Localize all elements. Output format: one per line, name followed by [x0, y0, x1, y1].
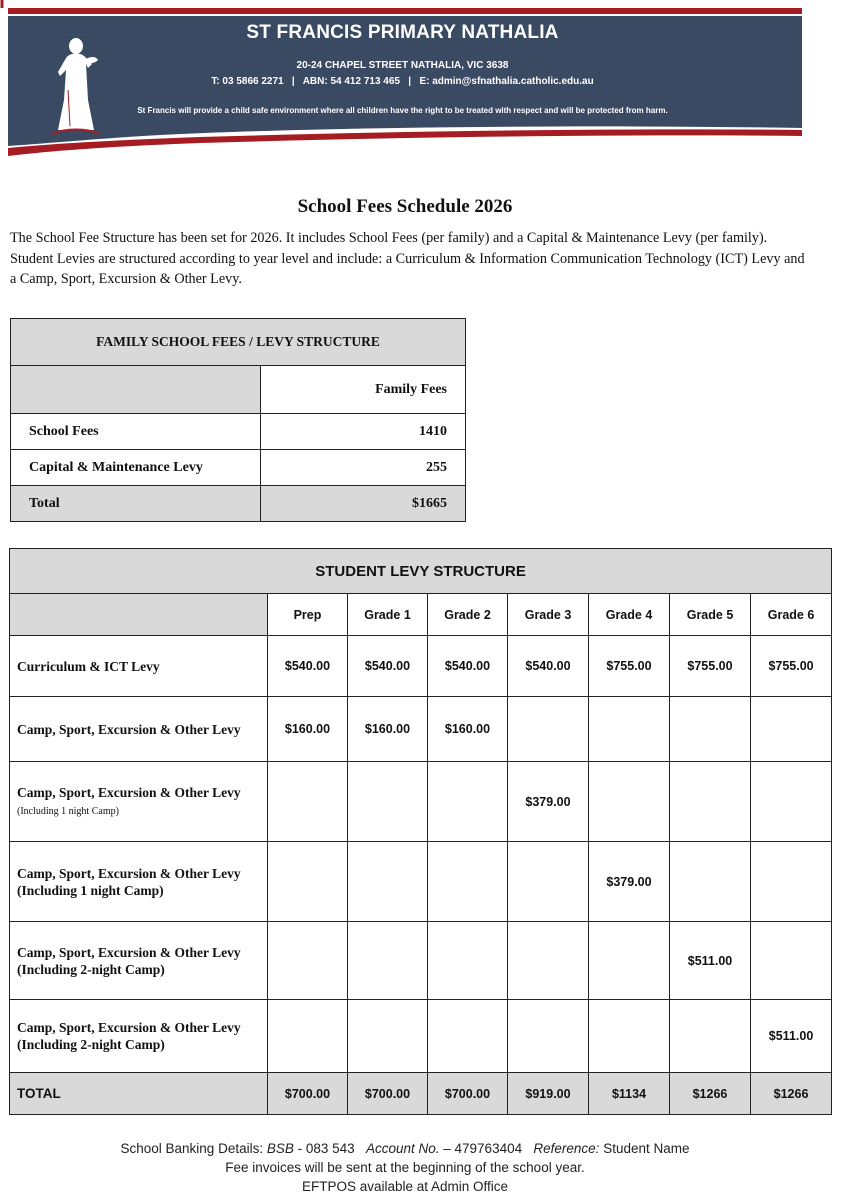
account-label: Account No.: [365, 1141, 440, 1156]
table-header-row: [10, 549, 832, 594]
levy-amount: [508, 697, 589, 762]
levy-amount: [589, 922, 670, 1000]
banking-details: [0, 1139, 810, 1158]
row-label: Camp, Sport, Excursion & Other Levy (Including 2-night Camp): [10, 1000, 268, 1073]
levy-amount: $540.00: [428, 636, 508, 697]
table-row: [10, 697, 832, 762]
levy-amount: $755.00: [589, 636, 670, 697]
levy-amount: [428, 922, 508, 1000]
table-row: [10, 922, 832, 1000]
levy-amount: $540.00: [508, 636, 589, 697]
table-column-row: [11, 366, 466, 414]
banking-label: School Banking Details:: [120, 1141, 264, 1156]
row-label: Camp, Sport, Excursion & Other Levy (Including 2-night Camp): [10, 922, 268, 1000]
levy-amount: [508, 922, 589, 1000]
table-header-row: [11, 319, 466, 366]
levy-amount: [428, 842, 508, 922]
student-levy-table: [9, 548, 832, 1115]
row-value: $1665: [261, 486, 466, 522]
family-fees-column-header: Family Fees: [261, 366, 466, 414]
row-label: Total: [11, 486, 261, 522]
bsb-label: BSB: [266, 1141, 294, 1156]
levy-amount: $160.00: [268, 697, 348, 762]
levy-amount: [428, 1000, 508, 1073]
child-safe-statement: St Francis will provide a child safe environment where all children have the right to be treated with respect and will be protected from harm.: [137, 106, 668, 115]
school-name: ST FRANCIS PRIMARY NATHALIA: [246, 22, 559, 43]
grade-header: Grade 1: [348, 594, 428, 636]
total-amount: $700.00: [428, 1073, 508, 1115]
header-banner: [0, 0, 841, 165]
total-row: [10, 1073, 832, 1115]
levy-amount: [589, 1000, 670, 1073]
row-label-note: (Including 1 night Camp): [17, 805, 119, 817]
levy-amount: $511.00: [751, 1000, 832, 1073]
levy-amount: $511.00: [670, 922, 751, 1000]
eftpos-note: EFTPOS available at Admin Office: [301, 1179, 509, 1194]
table-row: [11, 450, 466, 486]
empty-header-cell: [11, 366, 261, 414]
grade-header: Prep: [268, 594, 348, 636]
levy-amount: $160.00: [428, 697, 508, 762]
reference-label: Reference:: [533, 1141, 600, 1156]
row-label-text: Camp, Sport, Excursion & Other Levy: [17, 784, 241, 800]
account-value: – 479763404: [443, 1141, 523, 1156]
levy-amount: $540.00: [268, 636, 348, 697]
levy-amount: [268, 762, 348, 842]
grade-header: Grade 2: [428, 594, 508, 636]
levy-amount: [428, 762, 508, 842]
family-fees-table: [10, 318, 466, 522]
table-row: [10, 762, 832, 842]
reference-value: Student Name: [603, 1141, 690, 1156]
levy-amount: $755.00: [670, 636, 751, 697]
row-value: 1410: [261, 414, 466, 450]
bsb-value: - 083 543: [297, 1141, 355, 1156]
school-contact-details: T: 03 5866 2271 | ABN: 54 412 713 465 | E: admin@sfnathalia.catholic.edu.au: [211, 76, 594, 87]
total-row: [11, 486, 466, 522]
levy-amount: [751, 842, 832, 922]
levy-amount: [751, 697, 832, 762]
total-amount: $919.00: [508, 1073, 589, 1115]
levy-amount: [589, 697, 670, 762]
grade-header: Grade 4: [589, 594, 670, 636]
school-address: 20-24 CHAPEL STREET NATHALIA, VIC 3638: [296, 60, 509, 71]
levy-amount: [508, 842, 589, 922]
document-title: School Fees Schedule 2026: [297, 196, 513, 217]
total-amount: $1266: [751, 1073, 832, 1115]
table-row: [10, 636, 832, 697]
row-label: [10, 762, 268, 842]
levy-amount: [670, 762, 751, 842]
row-value: 255: [261, 450, 466, 486]
levy-amount: [268, 842, 348, 922]
row-label: School Fees: [11, 414, 261, 450]
grade-header-row: [10, 594, 832, 636]
table-row: [10, 842, 832, 922]
levy-amount: [589, 762, 670, 842]
empty-header-cell: [10, 594, 268, 636]
levy-amount: [348, 922, 428, 1000]
levy-amount: [751, 922, 832, 1000]
levy-amount: [348, 842, 428, 922]
table-row: [10, 1000, 832, 1073]
row-label: Capital & Maintenance Levy: [11, 450, 261, 486]
table-row: [11, 414, 466, 450]
family-table-heading: FAMILY SCHOOL FEES / LEVY STRUCTURE: [11, 319, 466, 366]
intro-paragraph: The School Fee Structure has been set for 2026. It includes School Fees (per family) and a Capital & Maintenance Levy (per family). Student Levies are structured according to year level and include: a Curriculum & Information Communication Technology (ICT) Levy and a Camp, Sport, Excursion & Other Levy.: [10, 230, 805, 287]
levy-amount: [670, 842, 751, 922]
grade-header: Grade 3: [508, 594, 589, 636]
total-amount: $1266: [670, 1073, 751, 1115]
levy-amount: [670, 1000, 751, 1073]
total-amount: $1134: [589, 1073, 670, 1115]
total-amount: $700.00: [348, 1073, 428, 1115]
total-label: TOTAL: [10, 1073, 268, 1115]
total-amount: $700.00: [268, 1073, 348, 1115]
levy-amount: [268, 922, 348, 1000]
row-label: Camp, Sport, Excursion & Other Levy (Including 1 night Camp): [10, 842, 268, 922]
levy-amount: $755.00: [751, 636, 832, 697]
levy-amount: [348, 762, 428, 842]
invoice-note: Fee invoices will be sent at the beginning of the school year.: [225, 1160, 585, 1175]
levy-amount: [508, 1000, 589, 1073]
levy-amount: $540.00: [348, 636, 428, 697]
levy-amount: [268, 1000, 348, 1073]
footer: [0, 1139, 810, 1196]
levy-amount: [670, 697, 751, 762]
row-label: Curriculum & ICT Levy: [10, 636, 268, 697]
levy-amount: $379.00: [589, 842, 670, 922]
levy-amount: $379.00: [508, 762, 589, 842]
student-table-heading: STUDENT LEVY STRUCTURE: [10, 549, 832, 594]
levy-amount: $160.00: [348, 697, 428, 762]
levy-amount: [348, 1000, 428, 1073]
row-label: Camp, Sport, Excursion & Other Levy: [10, 697, 268, 762]
grade-header: Grade 5: [670, 594, 751, 636]
levy-amount: [751, 762, 832, 842]
grade-header: Grade 6: [751, 594, 832, 636]
